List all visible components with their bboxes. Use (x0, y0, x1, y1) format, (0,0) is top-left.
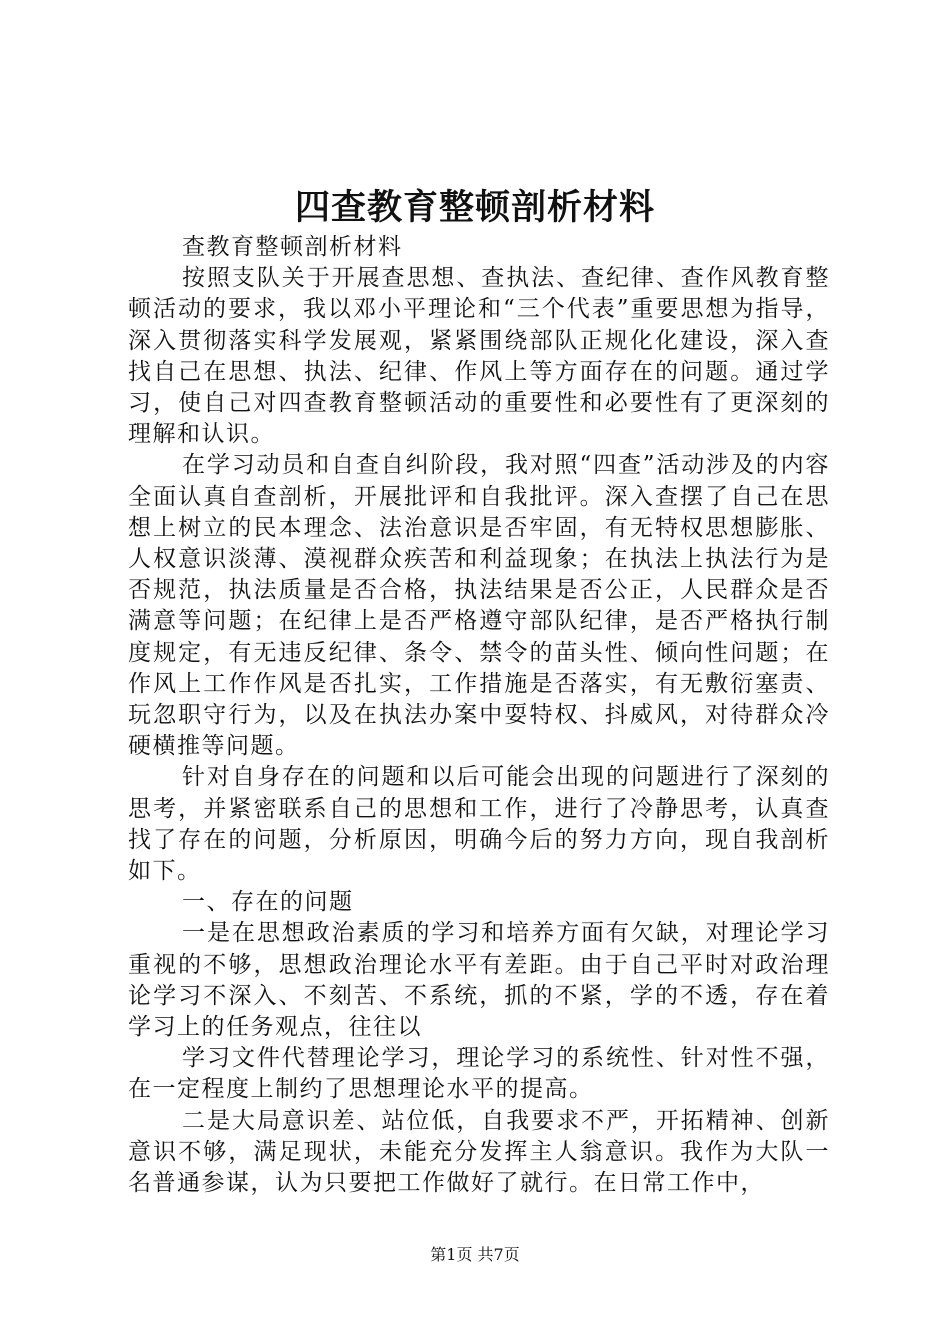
paragraph: 二是大局意识差、站位低，自我要求不严，开拓精神、创新意识不够，满足现状，未能充分发挥主人翁意识。我作为大队一名普通参谋，认为只要把工作做好了就行。在日常工作中， (128, 1107, 830, 1197)
page-footer: 第1页 共7页 (430, 1245, 520, 1264)
paragraph: 针对自身存在的问题和以后可能会出现的问题进行了深刻的思考，并紧密联系自己的思想和工作，进行了冷静思考，认真查找了存在的问题，分析原因，明确今后的努力方向，现自我剖析如下。 (128, 764, 830, 885)
document-body (128, 232, 830, 1199)
paragraph: 按照支队关于开展查思想、查执法、查纪律、查作风教育整顿活动的要求，我以邓小平理论和“三个代表”重要思想为指导，深入贯彻落实科学发展观，紧紧围绕部队正规化化建设，深入查找自己在思想、执法、纪律、作风上等方面存在的问题。通过学习，使自己对四查教育整顿活动的重要性和必要性有了更深刻的理解和认识。 (128, 265, 830, 448)
section-heading: 一、存在的问题 (182, 889, 354, 916)
paragraph: 一是在思想政治素质的学习和培养方面有欠缺，对理论学习重视的不够，思想政治理论水平有差距。由于自己平时对政治理论学习不深入、不刻苦、不系统，抓的不紧，学的不透，存在着学习上的任务观点，往往以 (128, 920, 830, 1041)
paragraph: 在学习动员和自查自纠阶段，我对照“四查”活动涉及的内容全面认真自查剖析，开展批评和自我批评。深入查摆了自己在思想上树立的民本理念、法治意识是否牢固，有无特权思想膨胀、人权意识淡薄、漠视群众疾苦和利益现象；在执法上执法行为是否规范，执法质量是否合格，执法结果是否公正，人民群众是否满意等问题；在纪律上是否严格遵守部队纪律，是否严格执行制度规定，有无违反纪律、条令、禁令的苗头性、倾向性问题；在作风上工作作风是否扎实，工作措施是否落实，有无敷衍塞责、玩忽职守行为，以及在执法办案中耍特权、抖威风，对待群众冷硬横推等问题。 (128, 452, 830, 760)
paragraph: 学习文件代替理论学习，理论学习的系统性、针对性不强，在一定程度上制约了思想理论水平的提高。 (128, 1045, 830, 1103)
document-title: 四查教育整顿剖析材料 (294, 187, 655, 228)
paragraph-subtitle: 查教育整顿剖析材料 (182, 234, 403, 260)
